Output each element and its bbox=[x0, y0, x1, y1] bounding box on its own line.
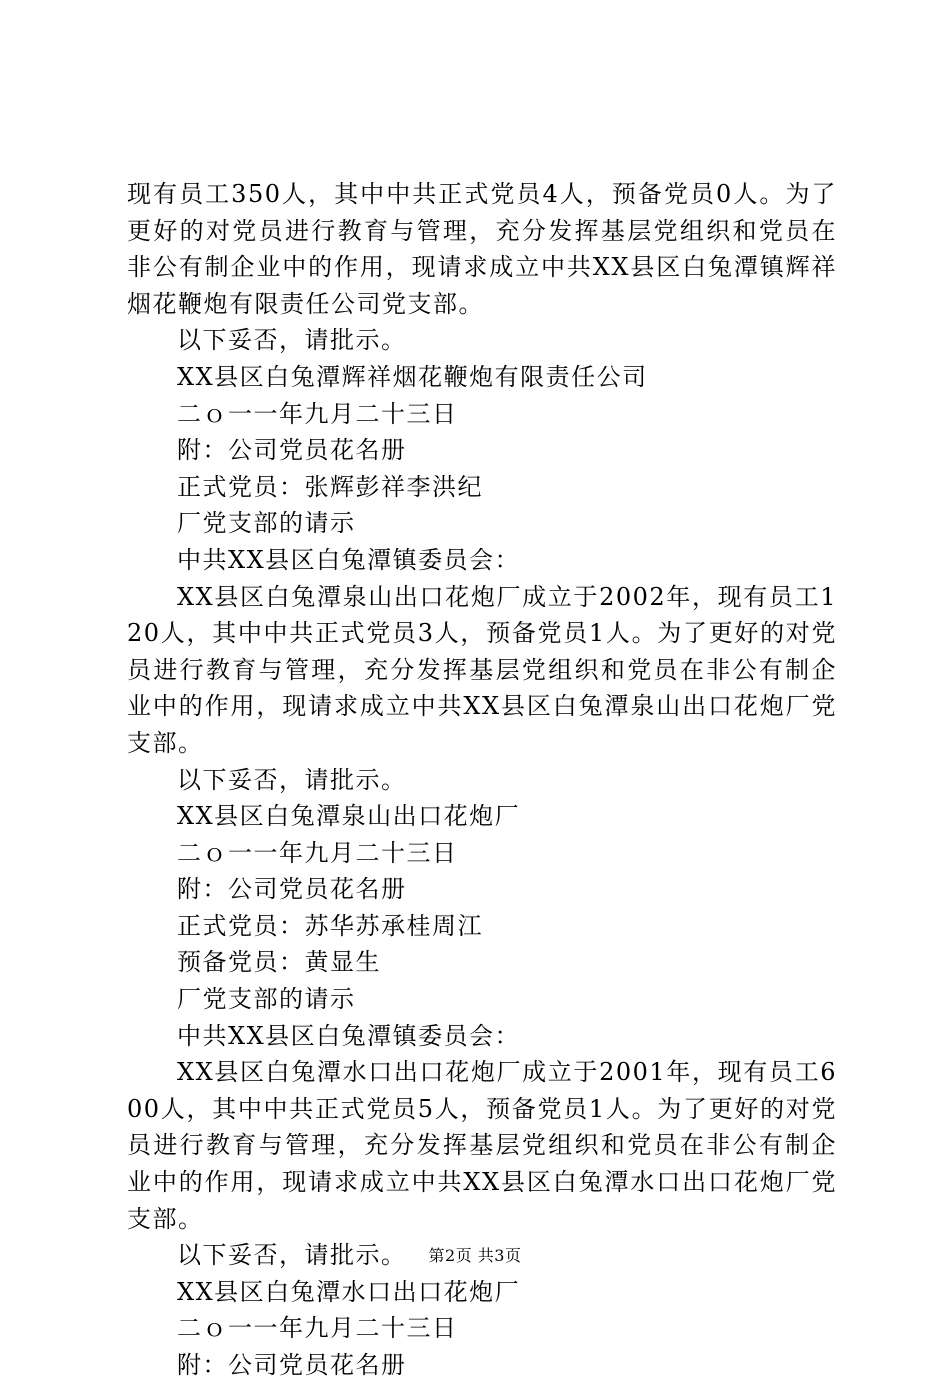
approval-request-line: 以下妥否，请批示。 bbox=[177, 765, 407, 794]
signature-date: 二ｏ一一年九月二十三日 bbox=[177, 1314, 458, 1343]
addressee-line: 中共XX县区白兔潭镇委员会： bbox=[177, 1021, 521, 1050]
paragraph-body bbox=[127, 1054, 837, 1237]
page-number-footer: 第2页 共3页 bbox=[428, 1246, 522, 1265]
approval-request-line: 以下妥否，请批示。 bbox=[177, 1241, 407, 1270]
attachment-line: 附：公司党员花名册 bbox=[177, 1351, 407, 1379]
probationary-members-line: 预备党员：黄显生 bbox=[177, 948, 381, 977]
members-line: 正式党员：苏华苏承桂周江 bbox=[177, 911, 483, 940]
paragraph-intro: 现有员工350人，其中中共正式党员4人，预备党员0人。为了更好的对党员进行教育与管理，充分发挥基层党组织和党员在非公有制企业中的作用，现请求成立中共XX县区白兔潭镇辉祥烟花鞭炮有限责任公司党支部。 bbox=[127, 180, 837, 318]
paragraph-text: XX县区白兔潭水口出口花炮厂成立于2001年，现有员工600人，其中中共正式党员5人，预备党员1人。为了更好的对党员进行教育与管理，充分发挥基层党组织和党员在非公有制企业中的作用，现请求成立中共XX县区白兔潭水口出口花炮厂党支部。 bbox=[127, 1058, 837, 1233]
approval-request-line: 以下妥否，请批示。 bbox=[177, 326, 407, 355]
signature-company: XX县区白兔潭辉祥烟花鞭炮有限责任公司 bbox=[177, 362, 648, 391]
signature-date: 二ｏ一一年九月二十三日 bbox=[177, 399, 458, 428]
signature-company: XX县区白兔潭泉山出口花炮厂 bbox=[177, 802, 521, 831]
paragraph-text: XX县区白兔潭泉山出口花炮厂成立于2002年，现有员工120人，其中中共正式党员3人，预备党员1人。为了更好的对党员进行教育与管理，充分发挥基层党组织和党员在非公有制企业中的作用，现请求成立中共XX县区白兔潭泉山出口花炮厂党支部。 bbox=[127, 582, 837, 757]
addressee-line: 中共XX县区白兔潭镇委员会： bbox=[177, 545, 521, 574]
attachment-line: 附：公司党员花名册 bbox=[177, 436, 407, 465]
document-body bbox=[127, 176, 837, 1384]
signature-date: 二ｏ一一年九月二十三日 bbox=[177, 838, 458, 867]
members-line: 正式党员：张辉彭祥李洪纪 bbox=[177, 472, 483, 501]
signature-company: XX县区白兔潭水口出口花炮厂 bbox=[177, 1277, 521, 1306]
section-title: 厂党支部的请示 bbox=[177, 985, 356, 1014]
attachment-line: 附：公司党员花名册 bbox=[177, 875, 407, 904]
section-title: 厂党支部的请示 bbox=[177, 509, 356, 538]
paragraph-body bbox=[127, 579, 837, 762]
